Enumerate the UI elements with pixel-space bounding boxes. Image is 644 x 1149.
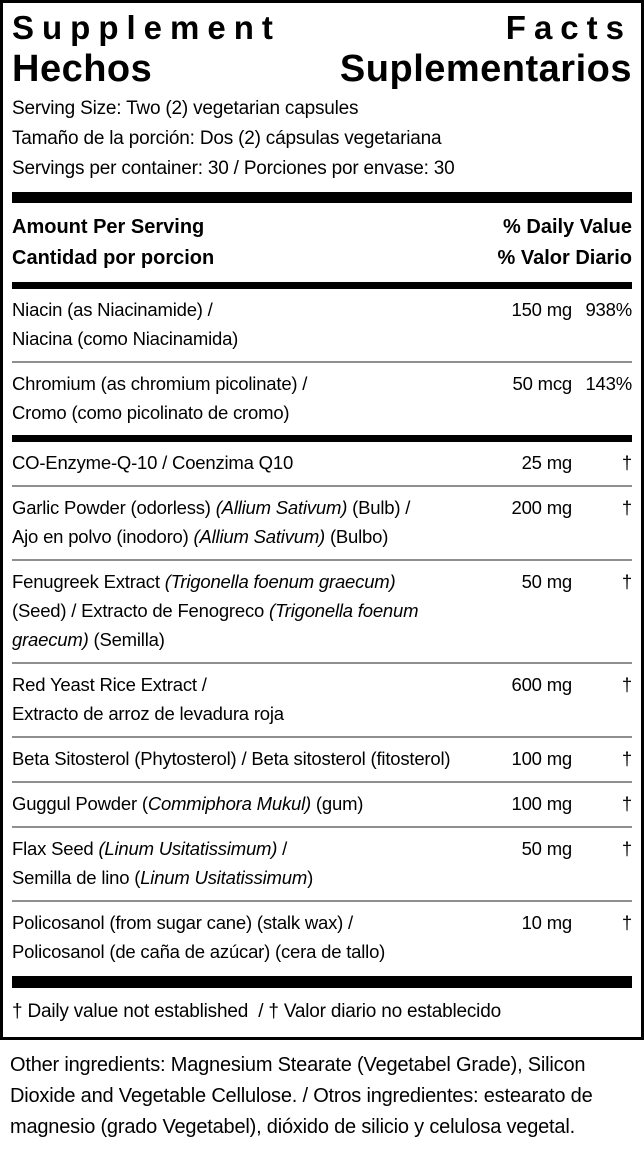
- ingredient-rows: [12, 289, 632, 974]
- daily-value-footnote: † Daily value not established / † Valor diario no establecido: [12, 1001, 501, 1022]
- daily-value: 143%: [585, 373, 632, 394]
- amount-value: 600 mg: [511, 674, 572, 695]
- ingredient-name: Niacin (as Niacinamide) / Niacina (como Niacinamida): [12, 299, 239, 349]
- ingredient-name: Policosanol (from sugar cane) (stalk wax) / Policosanol (de caña de azúcar) (cera de tallo): [12, 912, 386, 962]
- ingredient-row: [12, 902, 632, 974]
- ingredient-row: [12, 664, 632, 736]
- panel-title-spanish: Hechos Suplementarios: [12, 48, 632, 90]
- amount-per-serving-header: [12, 212, 214, 274]
- ingredient-row: [12, 738, 632, 781]
- ingredient-name: Fenugreek Extract (Trigonella foenum graecum) (Seed) / Extracto de Fenogreco (Trigonella foenum graecum) (Semilla): [12, 571, 419, 650]
- amount-value: 50 mg: [521, 838, 572, 859]
- ingredient-row: [12, 363, 632, 435]
- ingredient-row: [12, 783, 632, 826]
- daily-value-header-english: % Daily Value: [503, 216, 632, 238]
- daily-value: †: [621, 793, 632, 814]
- amount-value: 200 mg: [511, 497, 572, 518]
- daily-value: †: [621, 571, 632, 592]
- ingredient-row: [12, 561, 632, 662]
- amount-value: 150 mg: [511, 299, 572, 320]
- section-separator-bar: [12, 435, 632, 442]
- amount-value: 100 mg: [511, 748, 572, 769]
- thick-separator-bar-footnote: [12, 976, 632, 988]
- ingredient-name: Chromium (as chromium picolinate) / Cromo (como picolinato de cromo): [12, 373, 308, 423]
- ingredient-row: [12, 828, 632, 900]
- ingredient-name: CO-Enzyme-Q-10 / Coenzima Q10: [12, 452, 294, 473]
- other-ingredients-text: Other ingredients: Magnesium Stearate (Vegetabel Grade), Silicon Dioxide and Vegetable Cellulose. / Otros ingredientes: estearato de magnesio (grado Vegetabel), dióxido de silicio y celulosa vegetal.: [10, 1054, 593, 1138]
- daily-value-header: [498, 212, 633, 274]
- ingredient-name: Garlic Powder (odorless) (Allium Sativum) (Bulb) / Ajo en polvo (inodoro) (Allium Sativum) (Bulbo): [12, 497, 411, 547]
- daily-value-header-spanish: % Valor Diario: [497, 247, 632, 269]
- ingredient-name: Guggul Powder (Commiphora Mukul) (gum): [12, 793, 364, 814]
- daily-value: †: [621, 452, 632, 473]
- daily-value: †: [621, 748, 632, 769]
- amount-value: 100 mg: [511, 793, 572, 814]
- ingredient-row: [12, 442, 632, 485]
- ingredient-row: [12, 487, 632, 559]
- daily-value: 938%: [585, 299, 632, 320]
- ingredient-name: Red Yeast Rice Extract / Extracto de arroz de levadura roja: [12, 674, 284, 724]
- amount-header-english: Amount Per Serving: [12, 216, 205, 238]
- amount-value: 10 mg: [521, 912, 572, 933]
- ingredient-row: [12, 289, 632, 361]
- servings-per-container: Servings per container: 30 / Porciones por envase: 30: [12, 158, 455, 179]
- serving-info: [12, 94, 632, 184]
- amount-value: 50 mg: [521, 571, 572, 592]
- column-header: [12, 207, 632, 282]
- daily-value: †: [621, 674, 632, 695]
- ingredient-name: Beta Sitosterol (Phytosterol) / Beta sitosterol (fitosterol): [12, 748, 451, 769]
- medium-separator-bar-header: [12, 282, 632, 289]
- thick-separator-bar-top: [12, 192, 632, 203]
- daily-value: †: [621, 497, 632, 518]
- daily-value: †: [621, 912, 632, 933]
- amount-value: 50 mcg: [512, 373, 572, 394]
- ingredient-name: Flax Seed (Linum Usitatissimum) / Semilla de lino (Linum Usitatissimum): [12, 838, 314, 888]
- panel-title-english: Supplement Facts: [12, 9, 632, 46]
- amount-value: 25 mg: [521, 452, 572, 473]
- daily-value: †: [621, 838, 632, 859]
- serving-size-spanish: Tamaño de la porción: Dos (2) cápsulas vegetariana: [12, 128, 442, 149]
- serving-size-english: Serving Size: Two (2) vegetarian capsules: [12, 98, 359, 119]
- amount-header-spanish: Cantidad por porcion: [12, 247, 215, 269]
